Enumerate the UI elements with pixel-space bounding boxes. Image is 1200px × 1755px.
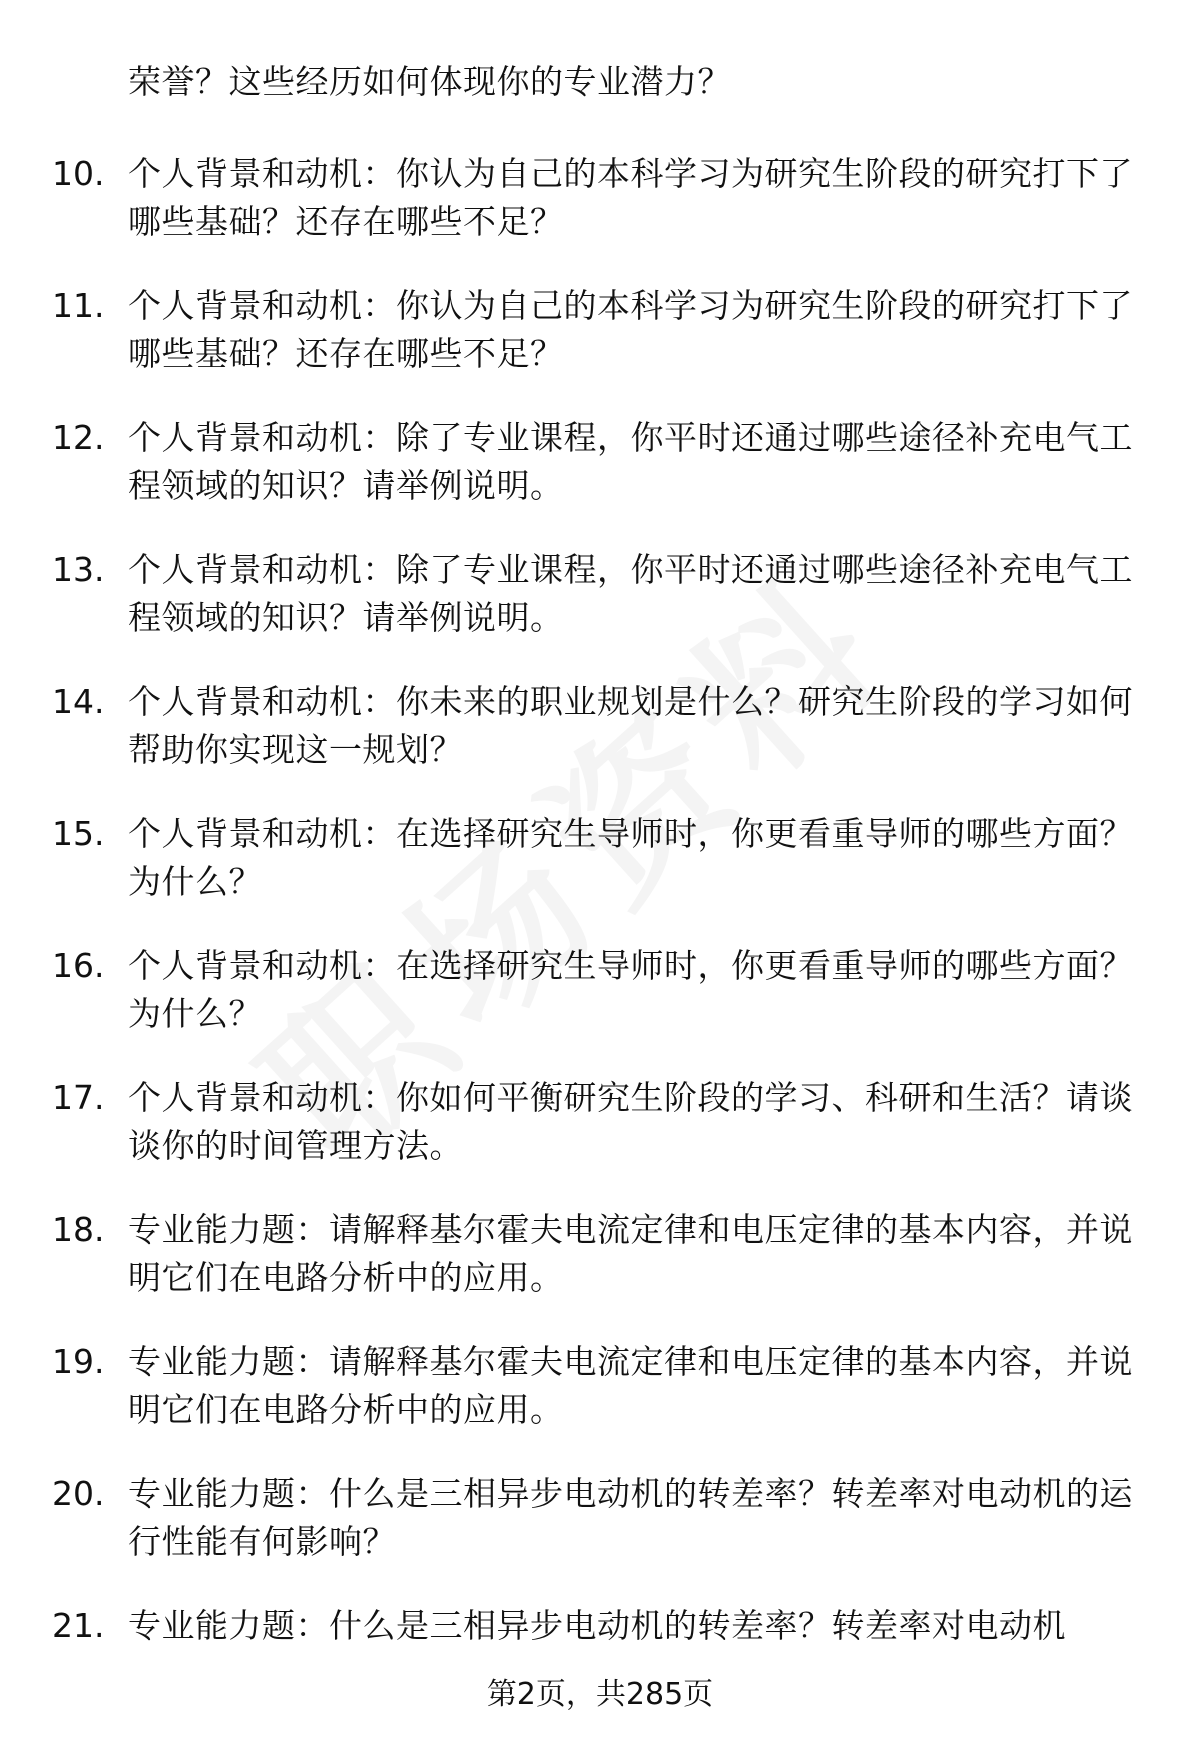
question-list	[0, 150, 1200, 1662]
list-item	[0, 414, 1200, 546]
list-item	[0, 1074, 1200, 1206]
list-item	[0, 942, 1200, 1074]
list-item	[0, 546, 1200, 678]
question-number: 13.	[52, 550, 105, 589]
question-text: 专业能力题：请解释基尔霍夫电流定律和电压定律的基本内容，并说明它们在电路分析中的应用。	[128, 1210, 1133, 1297]
question-number: 11.	[52, 286, 105, 325]
question-number: 12.	[52, 418, 105, 457]
question-text: 个人背景和动机：你认为自己的本科学习为研究生阶段的研究打下了哪些基础？还存在哪些不足？	[128, 154, 1133, 241]
list-item	[0, 150, 1200, 282]
question-number: 15.	[52, 814, 105, 853]
list-item	[0, 1338, 1200, 1470]
question-text: 专业能力题：什么是三相异步电动机的转差率？转差率对电动机的运行性能有何影响？	[128, 1474, 1133, 1561]
question-text: 专业能力题：请解释基尔霍夫电流定律和电压定律的基本内容，并说明它们在电路分析中的应用。	[128, 1342, 1133, 1429]
list-item	[0, 282, 1200, 414]
question-text: 个人背景和动机：你未来的职业规划是什么？研究生阶段的学习如何帮助你实现这一规划？	[128, 682, 1133, 769]
question-text: 个人背景和动机：除了专业课程，你平时还通过哪些途径补充电气工程领域的知识？请举例说明。	[128, 418, 1133, 505]
list-item	[0, 1470, 1200, 1602]
list-item	[0, 1602, 1200, 1662]
question-text: 个人背景和动机：在选择研究生导师时，你更看重导师的哪些方面？为什么？	[128, 814, 1133, 901]
question-text: 个人背景和动机：除了专业课程，你平时还通过哪些途径补充电气工程领域的知识？请举例说明。	[128, 550, 1133, 637]
question-number: 17.	[52, 1078, 105, 1117]
question-number: 21.	[52, 1606, 105, 1645]
list-item	[0, 678, 1200, 810]
list-item	[0, 1206, 1200, 1338]
question-number: 19.	[52, 1342, 105, 1381]
question-number: 18.	[52, 1210, 105, 1249]
page-footer: 第2页，共285页	[486, 1677, 714, 1712]
question-number: 10.	[52, 154, 105, 193]
question-number: 16.	[52, 946, 105, 985]
question-text: 个人背景和动机：你如何平衡研究生阶段的学习、科研和生活？请谈谈你的时间管理方法。	[128, 1078, 1133, 1165]
question-text: 个人背景和动机：你认为自己的本科学习为研究生阶段的研究打下了哪些基础？还存在哪些不足？	[128, 286, 1133, 373]
question-number: 20.	[52, 1474, 105, 1513]
question-number: 14.	[52, 682, 105, 721]
question-text: 个人背景和动机：在选择研究生导师时，你更看重导师的哪些方面？为什么？	[128, 946, 1133, 1033]
continuation-text: 荣誉？这些经历如何体现你的专业潜力？	[128, 62, 731, 101]
list-item	[0, 810, 1200, 942]
question-text: 专业能力题：什么是三相异步电动机的转差率？转差率对电动机	[128, 1606, 1066, 1645]
